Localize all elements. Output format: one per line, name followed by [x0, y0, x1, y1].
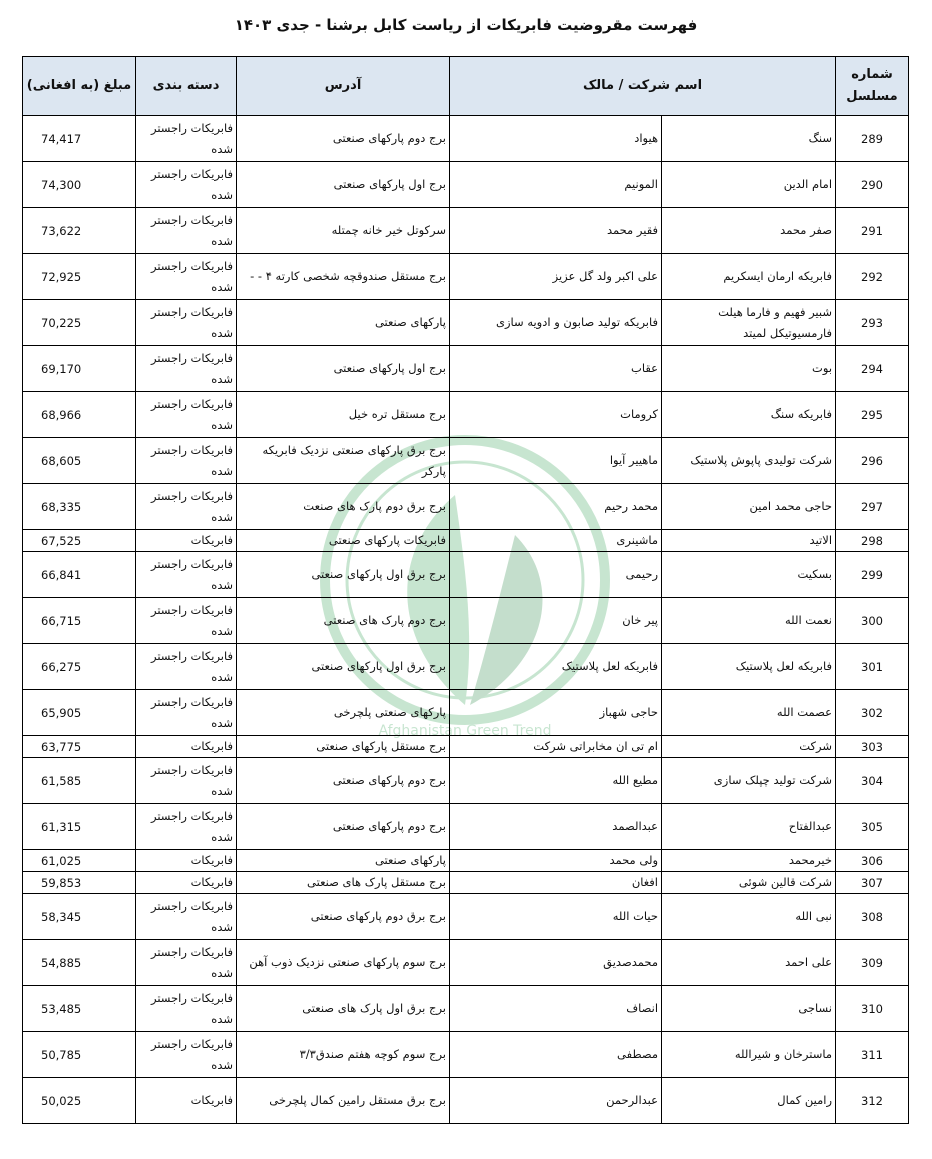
serial-cell: 302 — [836, 690, 909, 736]
serial-cell: 292 — [836, 254, 909, 300]
category-cell: فابریکات راجستر شده — [136, 254, 237, 300]
owner-cell: ماشینری — [450, 530, 662, 552]
document-title: فهرست مقروضیت فابریکات از ریاست کابل برشنا - جدی ۱۴۰۳ — [234, 16, 698, 34]
serial-cell: 296 — [836, 438, 909, 484]
company-name-cell: نساجی — [662, 986, 836, 1032]
amount-cell: 69,170 — [23, 346, 136, 392]
category-cell: فابریکات — [136, 736, 237, 758]
owner-cell: هیواد — [450, 116, 662, 162]
owner-cell: محمد رحیم — [450, 484, 662, 530]
table-row — [23, 254, 909, 300]
company-name-cell: نبی الله — [662, 894, 836, 940]
header-address: آدرس — [237, 57, 450, 116]
serial-cell: 308 — [836, 894, 909, 940]
company-name-cell: شرکت — [662, 736, 836, 758]
address-cell: برج دوم پارکهای صنعتی — [237, 758, 450, 804]
serial-cell: 290 — [836, 162, 909, 208]
owner-cell: مصطفی — [450, 1032, 662, 1078]
watermark-text: Afghanistan Green Trend — [378, 723, 552, 739]
header-serial: شماره مسلسل — [836, 57, 909, 116]
owner-cell: انصاف — [450, 986, 662, 1032]
table-row — [23, 484, 909, 530]
company-name-cell: فابریکه ارمان ایسکریم — [662, 254, 836, 300]
serial-cell: 297 — [836, 484, 909, 530]
amount-cell: 61,025 — [23, 850, 136, 872]
owner-cell: عبدالرحمن — [450, 1078, 662, 1124]
serial-cell: 304 — [836, 758, 909, 804]
table-row — [23, 346, 909, 392]
table-row — [23, 438, 909, 484]
address-cell: برج دوم پارکهای صنعتی — [237, 116, 450, 162]
table-row — [23, 552, 909, 598]
amount-cell: 61,585 — [23, 758, 136, 804]
address-cell: برج برق مستقل رامین کمال پلچرخی — [237, 1078, 450, 1124]
table-row — [23, 392, 909, 438]
amount-cell: 61,315 — [23, 804, 136, 850]
company-name-cell: شرکت تولید چپلک سازی — [662, 758, 836, 804]
amount-cell: 72,925 — [23, 254, 136, 300]
category-cell: فابریکات راجستر شده — [136, 392, 237, 438]
address-cell: برج برق دوم پارکهای صنعتی — [237, 894, 450, 940]
amount-cell: 67,525 — [23, 530, 136, 552]
address-cell: برج سوم کوچه هفتم صندق۳/۳ — [237, 1032, 450, 1078]
amount-cell: 65,905 — [23, 690, 136, 736]
category-cell: فابریکات راجستر شده — [136, 758, 237, 804]
serial-cell: 295 — [836, 392, 909, 438]
table-row — [23, 804, 909, 850]
category-cell: فابریکات — [136, 850, 237, 872]
debt-table — [22, 56, 909, 1124]
table-row — [23, 1032, 909, 1078]
serial-cell: 298 — [836, 530, 909, 552]
company-name-cell: عبدالفتاح — [662, 804, 836, 850]
company-name-cell: فابریکه سنگ — [662, 392, 836, 438]
amount-cell: 66,275 — [23, 644, 136, 690]
table-row — [23, 162, 909, 208]
address-cell: سرکوتل خیر خانه چمتله — [237, 208, 450, 254]
address-cell: برج برق اول پارک های صنعتی — [237, 986, 450, 1032]
serial-cell: 311 — [836, 1032, 909, 1078]
owner-cell: افغان — [450, 872, 662, 894]
owner-cell: محمدصدیق — [450, 940, 662, 986]
company-name-cell: امام الدین — [662, 162, 836, 208]
company-name-cell: خیرمحمد — [662, 850, 836, 872]
category-cell: فابریکات راجستر شده — [136, 162, 237, 208]
table-row — [23, 1078, 909, 1124]
address-cell: برج اول پارکهای صنعتی — [237, 346, 450, 392]
table-row — [23, 598, 909, 644]
amount-cell: 74,417 — [23, 116, 136, 162]
address-cell: برج دوم پارکهای صنعتی — [237, 804, 450, 850]
amount-cell: 63,775 — [23, 736, 136, 758]
category-cell: فابریکات — [136, 530, 237, 552]
address-cell: فابریکات پارکهای صنعتی — [237, 530, 450, 552]
table-row — [23, 850, 909, 872]
address-cell: پارکهای صنعتی — [237, 850, 450, 872]
company-name-cell: ماسترخان و شیرالله — [662, 1032, 836, 1078]
category-cell: فابریکات — [136, 872, 237, 894]
amount-cell: 50,025 — [23, 1078, 136, 1124]
amount-cell: 70,225 — [23, 300, 136, 346]
table-row — [23, 300, 909, 346]
category-cell: فابریکات راجستر شده — [136, 484, 237, 530]
owner-cell: فقیر محمد — [450, 208, 662, 254]
amount-cell: 66,841 — [23, 552, 136, 598]
table-row — [23, 986, 909, 1032]
owner-cell: فابریکه تولید صابون و ادویه سازی — [450, 300, 662, 346]
table-row — [23, 894, 909, 940]
owner-cell: ماهییر آیوا — [450, 438, 662, 484]
table-row — [23, 758, 909, 804]
table-row — [23, 690, 909, 736]
address-cell: برج اول پارکهای صنعتی — [237, 162, 450, 208]
amount-cell: 68,966 — [23, 392, 136, 438]
owner-cell: عقاب — [450, 346, 662, 392]
serial-cell: 312 — [836, 1078, 909, 1124]
serial-cell: 305 — [836, 804, 909, 850]
category-cell: فابریکات راجستر شده — [136, 300, 237, 346]
serial-cell: 291 — [836, 208, 909, 254]
table-row — [23, 872, 909, 894]
amount-cell: 58,345 — [23, 894, 136, 940]
serial-cell: 301 — [836, 644, 909, 690]
amount-cell: 54,885 — [23, 940, 136, 986]
company-name-cell: شرکت قالین شوئی — [662, 872, 836, 894]
amount-cell: 68,605 — [23, 438, 136, 484]
category-cell: فابریکات راجستر شده — [136, 690, 237, 736]
table-row — [23, 644, 909, 690]
amount-cell: 59,853 — [23, 872, 136, 894]
serial-cell: 289 — [836, 116, 909, 162]
table-row — [23, 116, 909, 162]
owner-cell: حیات الله — [450, 894, 662, 940]
serial-cell: 307 — [836, 872, 909, 894]
company-name-cell: بسکیت — [662, 552, 836, 598]
address-cell: برج مستقل پارک های صنعتی — [237, 872, 450, 894]
owner-cell: عبدالصمد — [450, 804, 662, 850]
owner-cell: المونیم — [450, 162, 662, 208]
owner-cell: مطیع الله — [450, 758, 662, 804]
company-name-cell: الاتید — [662, 530, 836, 552]
category-cell: فابریکات راجستر شده — [136, 208, 237, 254]
header-category: دسته بندی — [136, 57, 237, 116]
category-cell: فابریکات راجستر شده — [136, 438, 237, 484]
amount-cell: 68,335 — [23, 484, 136, 530]
category-cell: فابریکات راجستر شده — [136, 346, 237, 392]
table-row — [23, 736, 909, 758]
company-name-cell: شرکت تولیدی پاپوش پلاستیک — [662, 438, 836, 484]
company-name-cell: شبیر فهیم و فارما هیلت فارمسیوتیکل لمیتد — [662, 300, 836, 346]
header-amount: مبلغ (به افغانی) — [23, 57, 136, 116]
company-name-cell: حاجی محمد امین — [662, 484, 836, 530]
address-cell: برج برق اول پارکهای صنعتی — [237, 552, 450, 598]
category-cell: فابریکات راجستر شده — [136, 598, 237, 644]
company-name-cell: فابریکه لعل پلاستیک — [662, 644, 836, 690]
category-cell: فابریکات راجستر شده — [136, 804, 237, 850]
owner-cell: کرومات — [450, 392, 662, 438]
address-cell: برج دوم پارک های صنعتی — [237, 598, 450, 644]
owner-cell: رحیمی — [450, 552, 662, 598]
address-cell: برج مستقل تره خیل — [237, 392, 450, 438]
category-cell: فابریکات راجستر شده — [136, 116, 237, 162]
company-name-cell: صفر محمد — [662, 208, 836, 254]
table-header-row — [23, 57, 909, 116]
company-name-cell: رامین کمال — [662, 1078, 836, 1124]
amount-cell: 73,622 — [23, 208, 136, 254]
table-row — [23, 940, 909, 986]
address-cell: برج مستقل پارکهای صنعتی — [237, 736, 450, 758]
amount-cell: 66,715 — [23, 598, 136, 644]
owner-cell: ام تی ان مخابراتی شرکت — [450, 736, 662, 758]
address-cell: برج برق پارکهای صنعتی نزدیک فابریکه پارکر — [237, 438, 450, 484]
serial-cell: 310 — [836, 986, 909, 1032]
serial-cell: 294 — [836, 346, 909, 392]
owner-cell: علی اکبر ولد گل عزیز — [450, 254, 662, 300]
table-row — [23, 208, 909, 254]
address-cell: برج برق دوم پارک های صنعت — [237, 484, 450, 530]
owner-cell: پیر خان — [450, 598, 662, 644]
owner-cell: ولی محمد — [450, 850, 662, 872]
category-cell: فابریکات راجستر شده — [136, 894, 237, 940]
category-cell: فابریکات — [136, 1078, 237, 1124]
company-name-cell: سنگ — [662, 116, 836, 162]
company-name-cell: عصمت الله — [662, 690, 836, 736]
header-name: اسم شرکت / مالک — [450, 57, 836, 116]
owner-cell: فابریکه لعل پلاستیک — [450, 644, 662, 690]
address-cell: برج سوم پارکهای صنعتی نزدیک ذوب آهن — [237, 940, 450, 986]
serial-cell: 306 — [836, 850, 909, 872]
serial-cell: 300 — [836, 598, 909, 644]
address-cell: برج مستقل صندوقچه شخصی کارته ۴ - - — [237, 254, 450, 300]
amount-cell: 53,485 — [23, 986, 136, 1032]
address-cell: برج برق اول پارکهای صنعتی — [237, 644, 450, 690]
serial-cell: 303 — [836, 736, 909, 758]
company-name-cell: بوت — [662, 346, 836, 392]
category-cell: فابریکات راجستر شده — [136, 986, 237, 1032]
category-cell: فابریکات راجستر شده — [136, 644, 237, 690]
owner-cell: حاجی شهباز — [450, 690, 662, 736]
serial-cell: 293 — [836, 300, 909, 346]
category-cell: فابریکات راجستر شده — [136, 552, 237, 598]
company-name-cell: نعمت الله — [662, 598, 836, 644]
table-row — [23, 530, 909, 552]
address-cell: پارکهای صنعتی — [237, 300, 450, 346]
category-cell: فابریکات راجستر شده — [136, 1032, 237, 1078]
serial-cell: 309 — [836, 940, 909, 986]
company-name-cell: علی احمد — [662, 940, 836, 986]
address-cell: پارکهای صنعتی پلچرخی — [237, 690, 450, 736]
amount-cell: 50,785 — [23, 1032, 136, 1078]
serial-cell: 299 — [836, 552, 909, 598]
amount-cell: 74,300 — [23, 162, 136, 208]
category-cell: فابریکات راجستر شده — [136, 940, 237, 986]
